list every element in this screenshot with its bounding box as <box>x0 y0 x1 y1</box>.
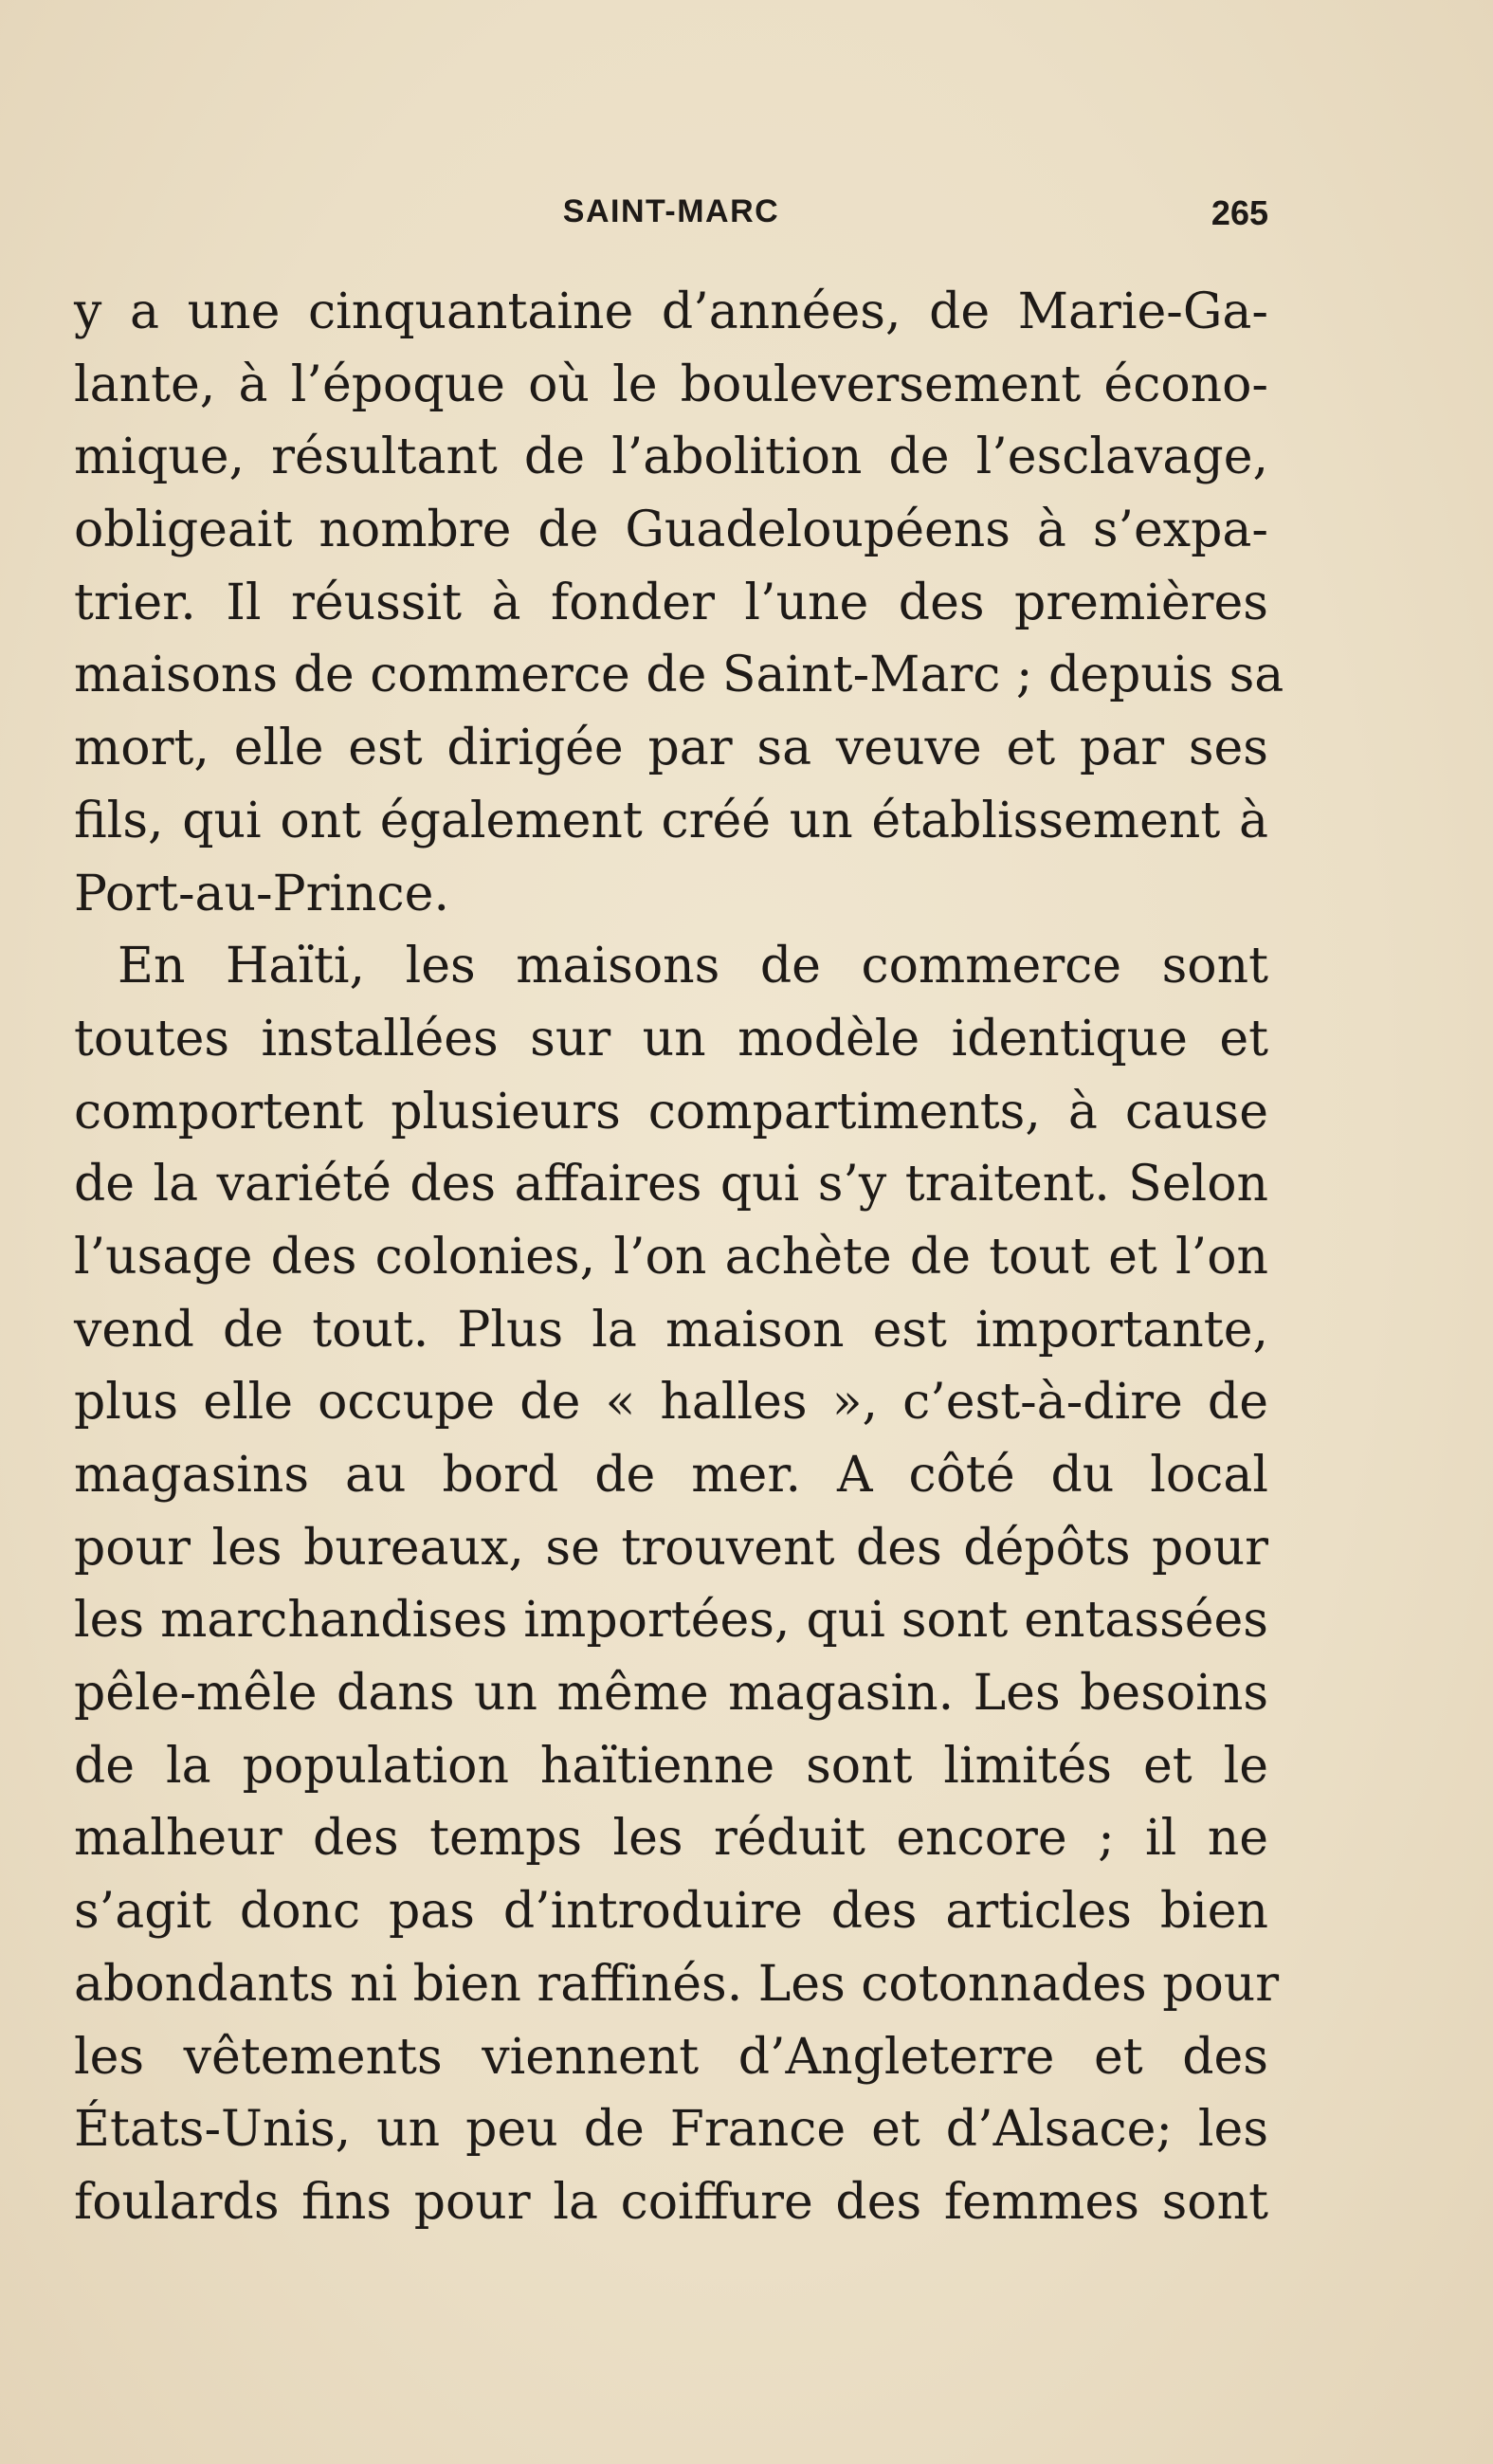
text-line: fils, qui ont également créé un établissement à <box>74 792 1268 849</box>
text-line: y a une cinquantaine d’années, de Marie-Ga- <box>74 283 1268 340</box>
text-line: maisons de commerce de Saint-Marc ; depuis sa <box>74 647 1284 704</box>
text-line: les vêtements viennent d’Angleterre et des <box>74 2028 1268 2086</box>
text-line: toutes installées sur un modèle identique et <box>74 1010 1268 1068</box>
text-line: obligeait nombre de Guadeloupéens à s’expa- <box>74 502 1268 559</box>
text-line: pêle-mêle dans un même magasin. Les besoins <box>74 1665 1268 1723</box>
body-text <box>74 276 1284 2239</box>
page-number: 265 <box>1211 193 1268 232</box>
running-title: SAINT-MARC <box>562 193 780 229</box>
text-line: s’agit donc pas d’introduire des articles bien <box>74 1883 1268 1941</box>
text-line: Port-au-Prince. <box>74 865 449 922</box>
text-line: plus elle occupe de « halles », c’est-à-dire de <box>74 1374 1268 1432</box>
text-line: vend de tout. Plus la maison est importante, <box>74 1301 1268 1359</box>
text-line: magasins au bord de mer. A côté du local <box>74 1447 1268 1504</box>
text-line: mique, résultant de l’abolition de l’esclavage, <box>74 429 1268 486</box>
text-line: comportent plusieurs compartiments, à cause <box>74 1083 1268 1141</box>
text-line: États-Unis, un peu de France et d’Alsace; les <box>74 2101 1268 2159</box>
text-line: de la variété des affaires qui s’y traitent. Selon <box>74 1156 1268 1214</box>
text-line: les marchandises importées, qui sont entassées <box>74 1592 1268 1650</box>
text-line: lante, à l’époque où le bouleversement écono- <box>74 356 1268 413</box>
paragraph-start-line: En Haïti, les maisons de commerce sont <box>118 938 1268 995</box>
text-line: de la population haïtienne sont limités et le <box>74 1737 1268 1795</box>
text-line: foulards fins pour la coiffure des femmes sont <box>74 2173 1268 2231</box>
text-line: abondants ni bien raffinés. Les cotonnades pour <box>74 1955 1280 2013</box>
text-line: mort, elle est dirigée par sa veuve et par ses <box>74 720 1268 777</box>
text-line: malheur des temps les réduit encore ; il ne <box>74 1810 1268 1868</box>
text-line: l’usage des colonies, l’on achète de tout et l’on <box>74 1228 1268 1286</box>
text-line: trier. Il réussit à fonder l’une des premières <box>74 574 1268 631</box>
running-head <box>74 186 1268 243</box>
text-line: pour les bureaux, se trouvent des dépôts pour <box>74 1519 1268 1577</box>
